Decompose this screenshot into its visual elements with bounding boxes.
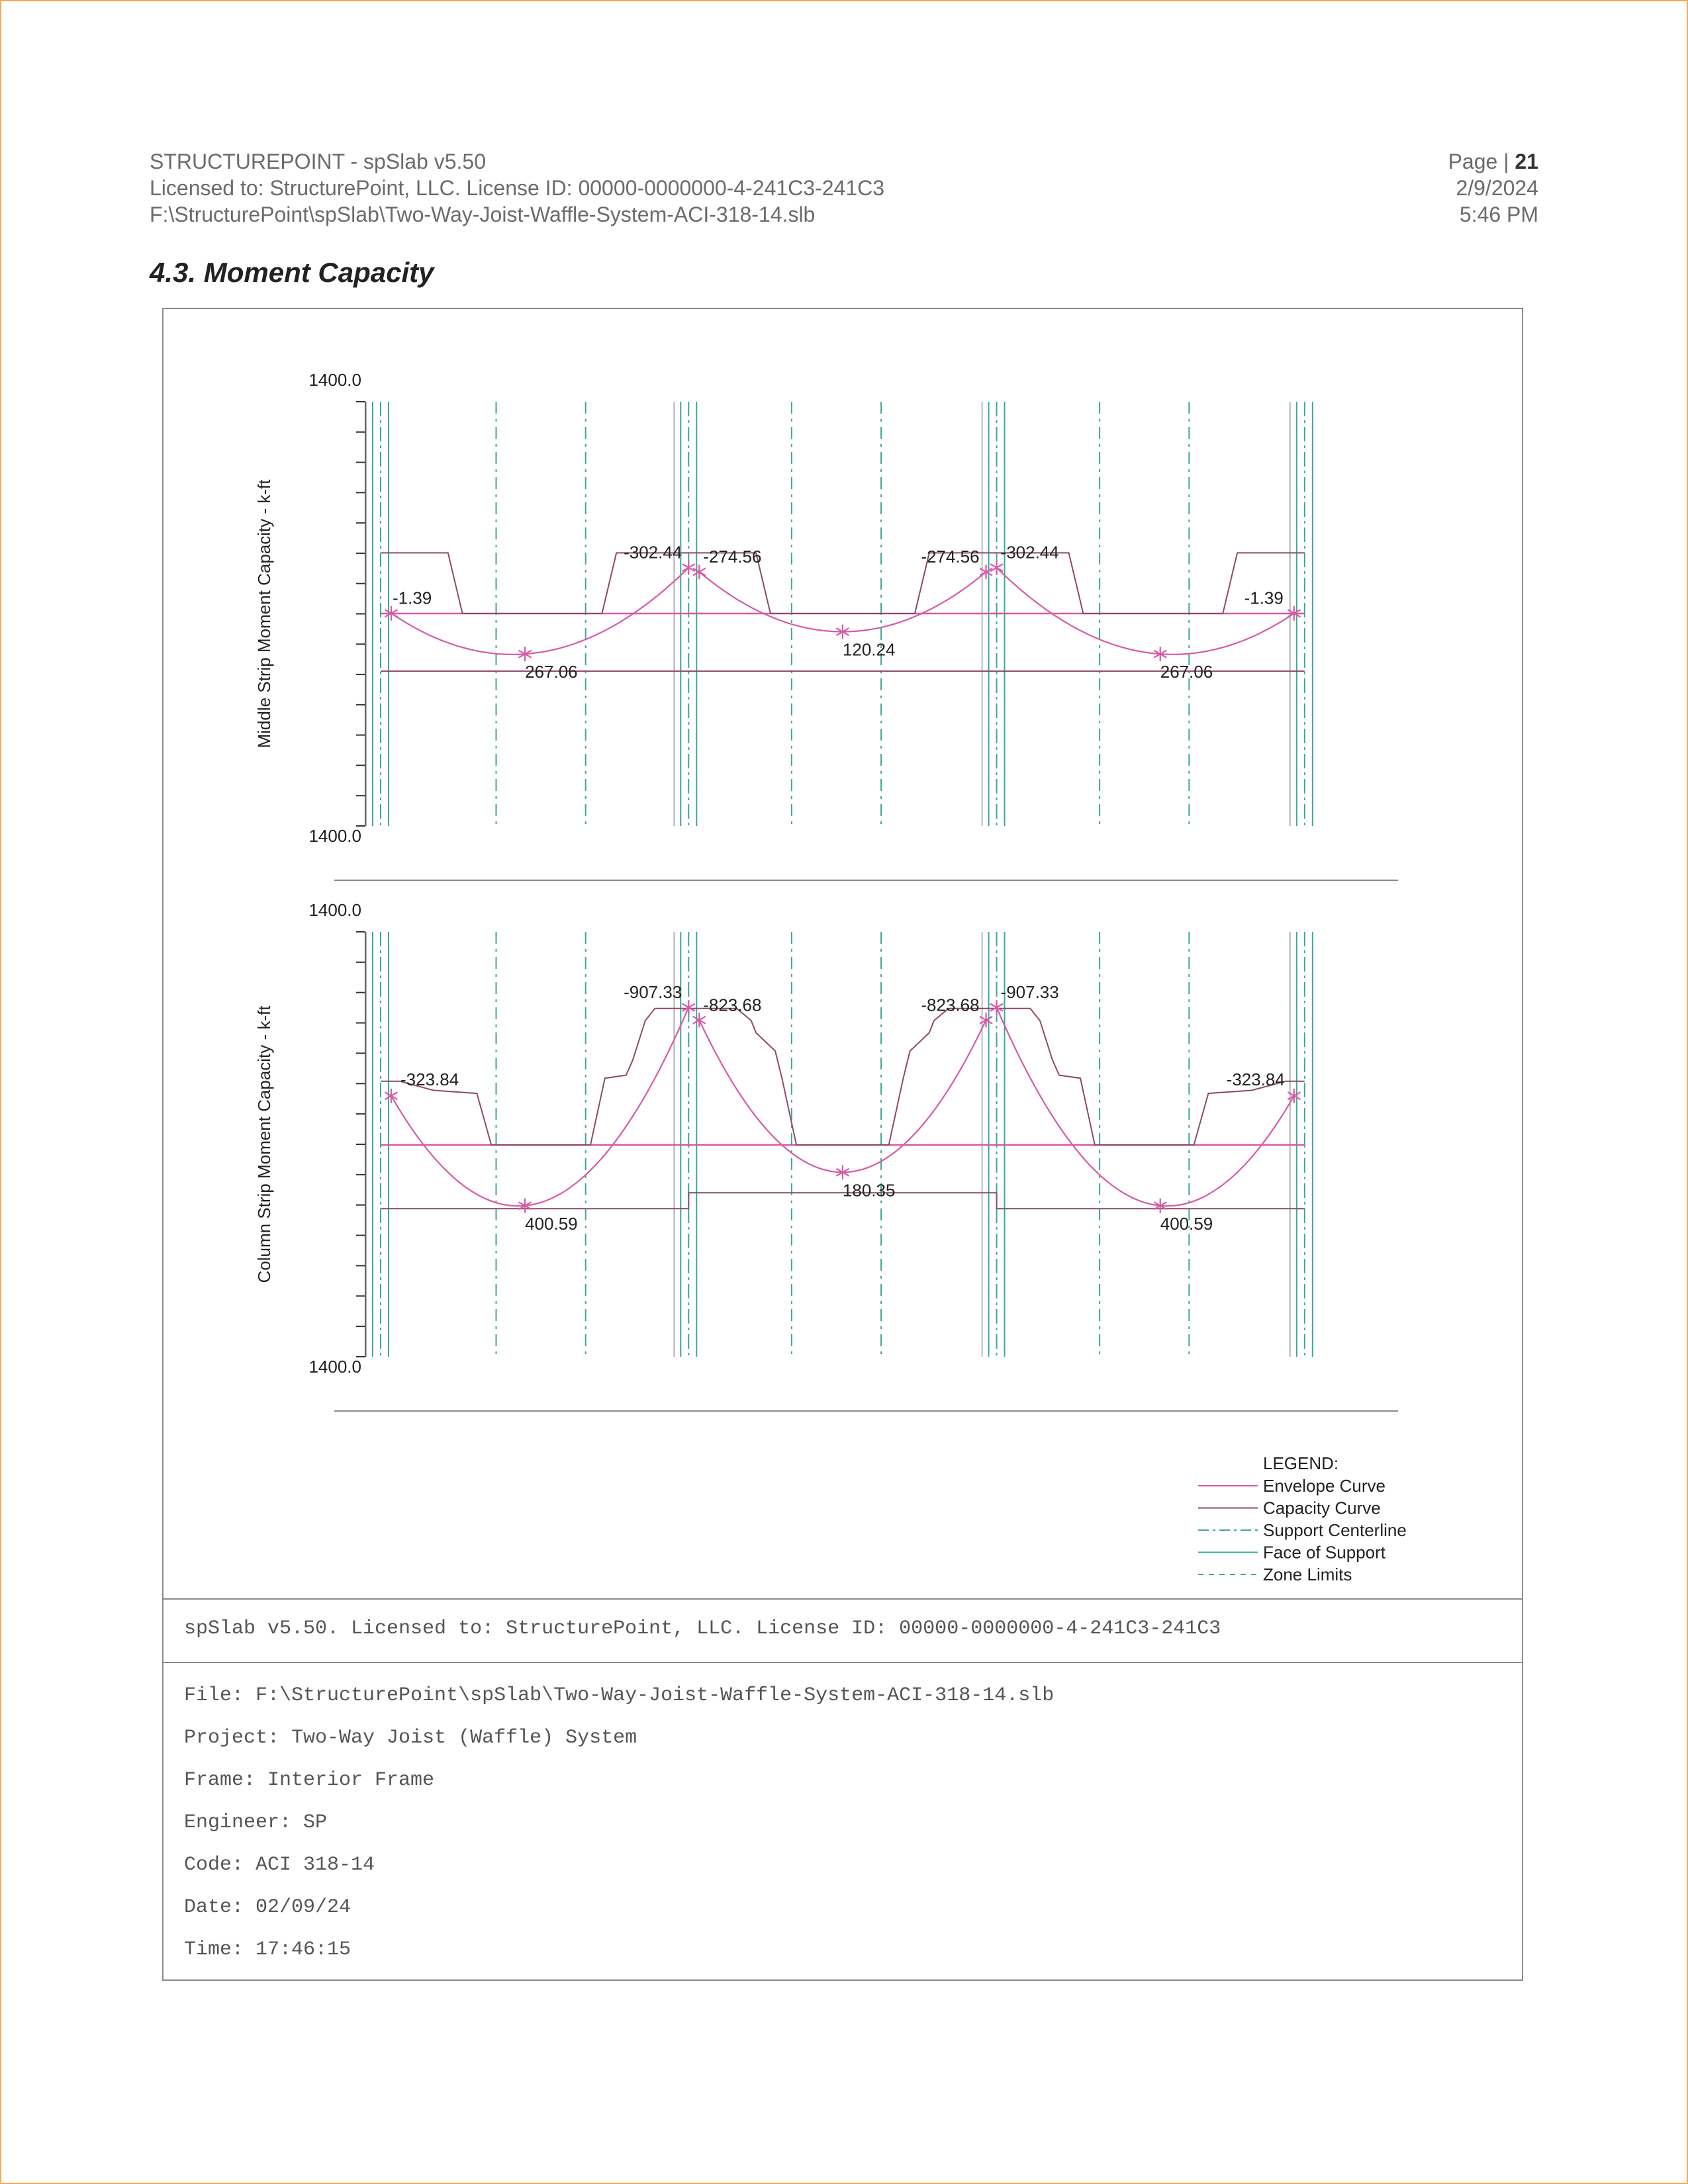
footer-license-line: spSlab v5.50. Licensed to: StructurePoint, LLC. License ID: 00000-0000000-4-241C3-241C3 [184,1617,1221,1640]
column-strip-capacity-curve-negative [381,1009,1305,1145]
column-strip-chart [334,932,1398,1411]
column-strip-data-label: -323.84 [400,1069,459,1089]
column-strip-data-label: 400.59 [1160,1213,1213,1234]
middle-strip-capacity-curve-negative [381,553,1305,614]
header-date: 2/9/2024 [1456,176,1538,200]
legend-item-capacity: Capacity Curve [1263,1498,1381,1518]
column-strip-data-label: -907.33 [1000,982,1059,1003]
middle-strip-y-label: Middle Strip Moment Capacity - k-ft [254,479,274,749]
header-program: STRUCTUREPOINT - spSlab v5.50 [150,150,486,173]
middle-strip-ytick-label-top: 1400.0 [308,370,361,390]
legend-item-curve: Envelope Curve [1263,1476,1385,1496]
column-strip-envelope-marker [990,1000,1003,1015]
middle-strip-data-label: -1.39 [1244,588,1284,608]
footer-time: Time: 17:46:15 [184,1938,352,1961]
legend-item-support-solid: Face of Support [1263,1542,1385,1563]
middle-strip-data-label: -302.44 [624,542,682,563]
middle-strip-data-label: -302.44 [1000,542,1059,563]
footer-project: Project: Two-Way Joist (Waffle) System [184,1727,637,1749]
footer-code: Code: ACI 318-14 [184,1854,375,1876]
middle-strip-ytick-label-bottom: 1400.0 [308,826,361,846]
column-strip-ytick-label-top: 1400.0 [308,900,361,920]
header-file-path: F:\StructurePoint\spSlab\Two-Way-Joist-Waffle-System-ACI-318-14.slb [150,203,816,226]
middle-strip-envelope-marker [693,565,706,579]
middle-strip-data-label: 120.24 [842,639,896,660]
footer-engineer: Engineer: SP [184,1811,328,1834]
column-strip-envelope-span-3 [997,1007,1294,1206]
legend-item-support-dashdot: Support Centerline [1263,1520,1407,1540]
page-number: 21 [1515,150,1538,173]
middle-strip-data-label: 267.06 [525,662,578,682]
middle-strip-envelope-span-1 [391,568,688,655]
middle-strip-data-label: -274.56 [703,547,762,567]
middle-strip-data-label: 267.06 [1160,662,1213,682]
header-time: 5:46 PM [1459,203,1538,226]
middle-strip-data-label: -274.56 [921,547,980,567]
column-strip-data-label: -823.68 [921,995,980,1015]
column-strip-envelope-marker [385,1089,397,1103]
column-strip-envelope-span-1 [391,1007,688,1206]
column-strip-envelope-marker [693,1013,706,1027]
column-strip-data-label: -823.68 [703,995,762,1015]
legend [1198,1486,1258,1574]
column-strip-y-label: Column Strip Moment Capacity - k-ft [254,1005,274,1283]
middle-strip-envelope-span-2 [699,572,986,631]
header-license: Licensed to: StructurePoint, LLC. License ID: 00000-0000000-4-241C3-241C3 [150,176,885,200]
footer-date: Date: 02/09/24 [184,1896,352,1919]
column-strip-envelope-marker [682,1000,695,1015]
column-strip-ytick-label-bottom: 1400.0 [308,1357,361,1377]
footer-file: File: F:\StructurePoint\spSlab\Two-Way-Joist-Waffle-System-ACI-318-14.slb [184,1684,1055,1707]
legend-title: LEGEND: [1263,1453,1339,1473]
section-title: 4.3. Moment Capacity [150,257,434,288]
middle-strip-envelope-span-3 [997,568,1294,655]
column-strip-data-label: -323.84 [1226,1069,1285,1089]
column-strip-data-label: 400.59 [525,1213,578,1234]
middle-strip-data-label: -1.39 [392,588,432,608]
footer-frame: Frame: Interior Frame [184,1769,435,1792]
column-strip-envelope-span-2 [699,1020,986,1172]
page-label: Page | [1448,150,1515,173]
column-strip-data-label: 180.35 [842,1180,896,1201]
legend-item-zone-dashed: Zone Limits [1263,1565,1352,1584]
column-strip-data-label: -907.33 [624,982,682,1003]
